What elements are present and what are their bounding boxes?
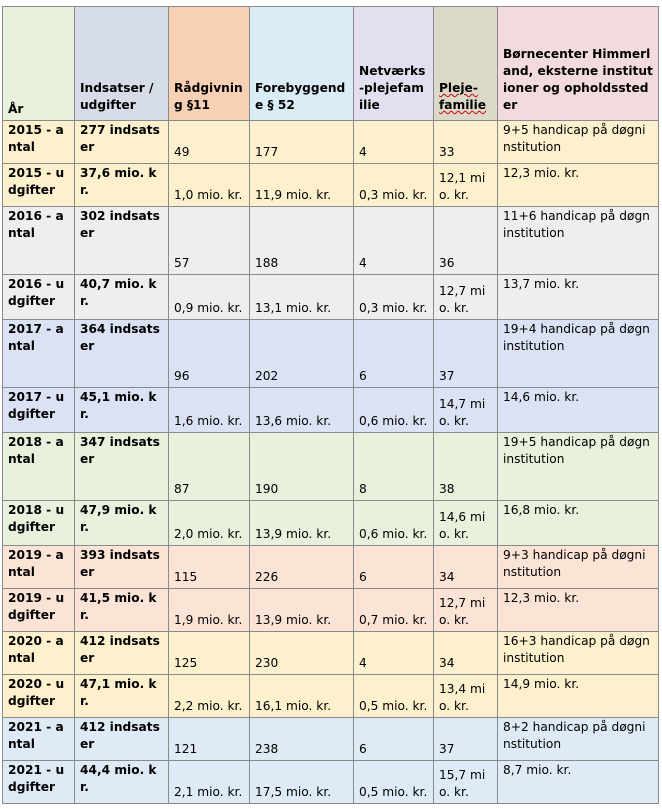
cell-year: 2017 - antal (3, 320, 75, 388)
table-row (3, 121, 659, 164)
cell-netvaerk: 0,3 mio. kr. (354, 164, 434, 207)
cell-year: 2016 - antal (3, 207, 75, 275)
cell-boernecenter: 14,9 mio. kr. (498, 675, 659, 718)
cell-forebyggende: 202 (250, 320, 354, 388)
cell-boernecenter: 9+5 handicap på døgninstitution (498, 121, 659, 164)
cell-raadgivning: 2,2 mio. kr. (169, 675, 250, 718)
cell-raadgivning: 1,0 mio. kr. (169, 164, 250, 207)
cell-forebyggende: 230 (250, 632, 354, 675)
cell-pleje: 13,4 mio. kr. (434, 675, 498, 718)
cell-year: 2021 - antal (3, 718, 75, 761)
cell-year: 2020 - udgifter (3, 675, 75, 718)
table-row (3, 546, 659, 589)
cell-boernecenter: 16+3 handicap på døgninstitution (498, 632, 659, 675)
cell-indsatser: 41,5 mio. kr. (75, 589, 169, 632)
cell-indsatser: 302 indsatser (75, 207, 169, 275)
cell-forebyggende: 11,9 mio. kr. (250, 164, 354, 207)
cell-pleje: 36 (434, 207, 498, 275)
cell-pleje: 37 (434, 320, 498, 388)
header-row (3, 7, 659, 121)
cell-raadgivning: 57 (169, 207, 250, 275)
cell-indsatser: 347 indsatser (75, 433, 169, 501)
cell-raadgivning: 1,6 mio. kr. (169, 388, 250, 433)
header-raadgivning: Rådgivning §11 (169, 7, 250, 121)
cell-raadgivning: 49 (169, 121, 250, 164)
cell-year: 2019 - udgifter (3, 589, 75, 632)
cell-netvaerk: 0,6 mio. kr. (354, 501, 434, 546)
header-indsatser: Indsatser / udgifter (75, 7, 169, 121)
cell-raadgivning: 0,9 mio. kr. (169, 275, 250, 320)
cell-boernecenter: 12,3 mio. kr. (498, 589, 659, 632)
header-boernecenter: Børnecenter Himmerland, eksterne institutioner og opholdssteder (498, 7, 659, 121)
cell-year: 2015 - antal (3, 121, 75, 164)
cell-forebyggende: 13,9 mio. kr. (250, 501, 354, 546)
cell-netvaerk: 4 (354, 121, 434, 164)
cell-raadgivning: 2,0 mio. kr. (169, 501, 250, 546)
cell-year: 2017 - udgifter (3, 388, 75, 433)
cell-forebyggende: 238 (250, 718, 354, 761)
cell-year: 2015 - udgifter (3, 164, 75, 207)
cell-raadgivning: 121 (169, 718, 250, 761)
cell-boernecenter: 8+2 handicap på døgninstitution (498, 718, 659, 761)
cell-boernecenter: 12,3 mio. kr. (498, 164, 659, 207)
cell-boernecenter: 14,6 mio. kr. (498, 388, 659, 433)
cell-netvaerk: 4 (354, 632, 434, 675)
cell-pleje: 34 (434, 632, 498, 675)
cell-pleje: 34 (434, 546, 498, 589)
table-row (3, 275, 659, 320)
cell-forebyggende: 226 (250, 546, 354, 589)
cell-indsatser: 47,9 mio. kr. (75, 501, 169, 546)
cell-pleje: 12,7 mio. kr. (434, 589, 498, 632)
cell-raadgivning: 1,9 mio. kr. (169, 589, 250, 632)
cell-pleje: 33 (434, 121, 498, 164)
cell-year: 2018 - antal (3, 433, 75, 501)
cell-netvaerk: 0,7 mio. kr. (354, 589, 434, 632)
cell-netvaerk: 6 (354, 718, 434, 761)
cell-netvaerk: 6 (354, 546, 434, 589)
cell-indsatser: 45,1 mio. kr. (75, 388, 169, 433)
cell-pleje: 12,7 mio. kr. (434, 275, 498, 320)
statistics-table (2, 6, 659, 804)
cell-netvaerk: 4 (354, 207, 434, 275)
table-row (3, 501, 659, 546)
table-row (3, 589, 659, 632)
cell-year: 2020 - antal (3, 632, 75, 675)
cell-year: 2019 - antal (3, 546, 75, 589)
cell-raadgivning: 87 (169, 433, 250, 501)
cell-forebyggende: 16,1 mio. kr. (250, 675, 354, 718)
cell-pleje: 14,6 mio. kr. (434, 501, 498, 546)
cell-boernecenter: 8,7 mio. kr. (498, 761, 659, 804)
cell-indsatser: 37,6 mio. kr. (75, 164, 169, 207)
cell-forebyggende: 17,5 mio. kr. (250, 761, 354, 804)
header-plejefamilie (434, 7, 498, 121)
cell-indsatser: 44,4 mio. kr. (75, 761, 169, 804)
cell-indsatser: 393 indsatser (75, 546, 169, 589)
cell-year: 2018 - udgifter (3, 501, 75, 546)
table-row (3, 718, 659, 761)
cell-forebyggende: 13,6 mio. kr. (250, 388, 354, 433)
cell-netvaerk: 0,5 mio. kr. (354, 761, 434, 804)
cell-boernecenter: 19+5 handicap på døgninstitution (498, 433, 659, 501)
header-pleje-part1: Pleje- (439, 81, 478, 95)
cell-forebyggende: 177 (250, 121, 354, 164)
cell-raadgivning: 115 (169, 546, 250, 589)
cell-boernecenter: 13,7 mio. kr. (498, 275, 659, 320)
cell-raadgivning: 96 (169, 320, 250, 388)
cell-netvaerk: 0,5 mio. kr. (354, 675, 434, 718)
table-row (3, 433, 659, 501)
header-year: År (3, 7, 75, 121)
cell-forebyggende: 190 (250, 433, 354, 501)
cell-raadgivning: 125 (169, 632, 250, 675)
cell-netvaerk: 0,6 mio. kr. (354, 388, 434, 433)
cell-pleje: 37 (434, 718, 498, 761)
table-row (3, 761, 659, 804)
header-forebyggende: Forebyggende § 52 (250, 7, 354, 121)
cell-raadgivning: 2,1 mio. kr. (169, 761, 250, 804)
table-row (3, 320, 659, 388)
cell-forebyggende: 13,1 mio. kr. (250, 275, 354, 320)
table-row (3, 388, 659, 433)
cell-boernecenter: 19+4 handicap på døgninstitution (498, 320, 659, 388)
cell-year: 2016 - udgifter (3, 275, 75, 320)
cell-netvaerk: 0,3 mio. kr. (354, 275, 434, 320)
cell-year: 2021 - udgifter (3, 761, 75, 804)
cell-pleje: 15,7 mio. kr. (434, 761, 498, 804)
cell-netvaerk: 6 (354, 320, 434, 388)
table-row (3, 207, 659, 275)
cell-indsatser: 412 indsatser (75, 718, 169, 761)
cell-pleje: 14,7 mio. kr. (434, 388, 498, 433)
cell-boernecenter: 11+6 handicap på døgninstitution (498, 207, 659, 275)
cell-indsatser: 412 indsatser (75, 632, 169, 675)
table-row (3, 164, 659, 207)
cell-netvaerk: 8 (354, 433, 434, 501)
table-row (3, 675, 659, 718)
cell-pleje: 12,1 mio. kr. (434, 164, 498, 207)
cell-boernecenter: 16,8 mio. kr. (498, 501, 659, 546)
table-row (3, 632, 659, 675)
cell-indsatser: 277 indsatser (75, 121, 169, 164)
header-netvaerk: Netværks-plejefamilie (354, 7, 434, 121)
cell-indsatser: 364 indsatser (75, 320, 169, 388)
header-pleje-part2: familie (439, 98, 487, 112)
cell-pleje: 38 (434, 433, 498, 501)
cell-indsatser: 47,1 mio. kr. (75, 675, 169, 718)
cell-boernecenter: 9+3 handicap på døgninstitution (498, 546, 659, 589)
cell-forebyggende: 188 (250, 207, 354, 275)
cell-forebyggende: 13,9 mio. kr. (250, 589, 354, 632)
cell-indsatser: 40,7 mio. kr. (75, 275, 169, 320)
